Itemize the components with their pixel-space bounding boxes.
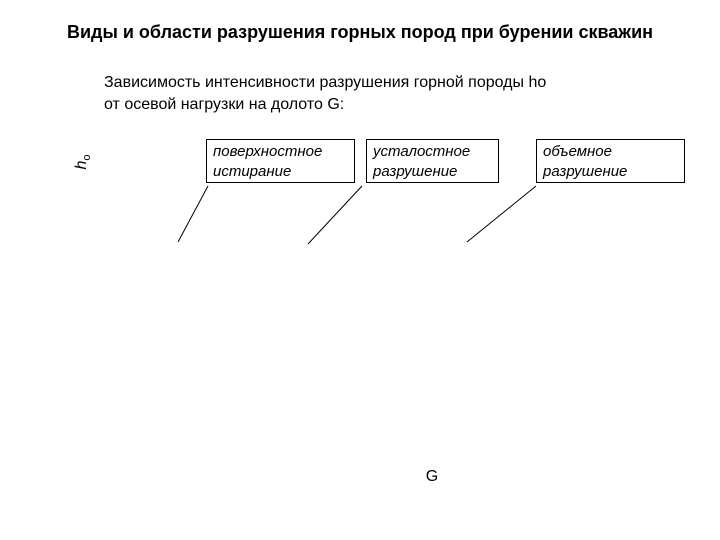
region-box-surface-abrasion	[206, 139, 355, 183]
region-box-volume-destruction	[536, 139, 685, 183]
region-label-line-1: поверхностное	[213, 143, 323, 160]
leader-line-surface	[178, 186, 208, 242]
region-label-line-1: объемное	[543, 143, 612, 160]
y-axis-label-main: h	[73, 160, 90, 170]
y-axis-label-sub: o	[81, 154, 94, 161]
region-label-line-2: разрушение	[543, 163, 628, 180]
region-box-fatigue-destruction	[366, 139, 499, 183]
region-label-line-2: разрушение	[373, 163, 458, 180]
x-axis-label: G	[425, 468, 439, 485]
leader-line-fatigue	[308, 186, 362, 244]
subtitle-line-2: от осевой нагрузки на долото G:	[104, 96, 345, 113]
leader-line-volume	[467, 186, 536, 242]
region-label-line-2: истирание	[213, 163, 292, 180]
slide-title: Виды и области разрушения горных пород при бурении скважин	[66, 22, 654, 42]
subtitle-line-1: Зависимость интенсивности разрушения горной породы hо	[104, 74, 547, 91]
region-label-line-1: усталостное	[373, 143, 471, 160]
